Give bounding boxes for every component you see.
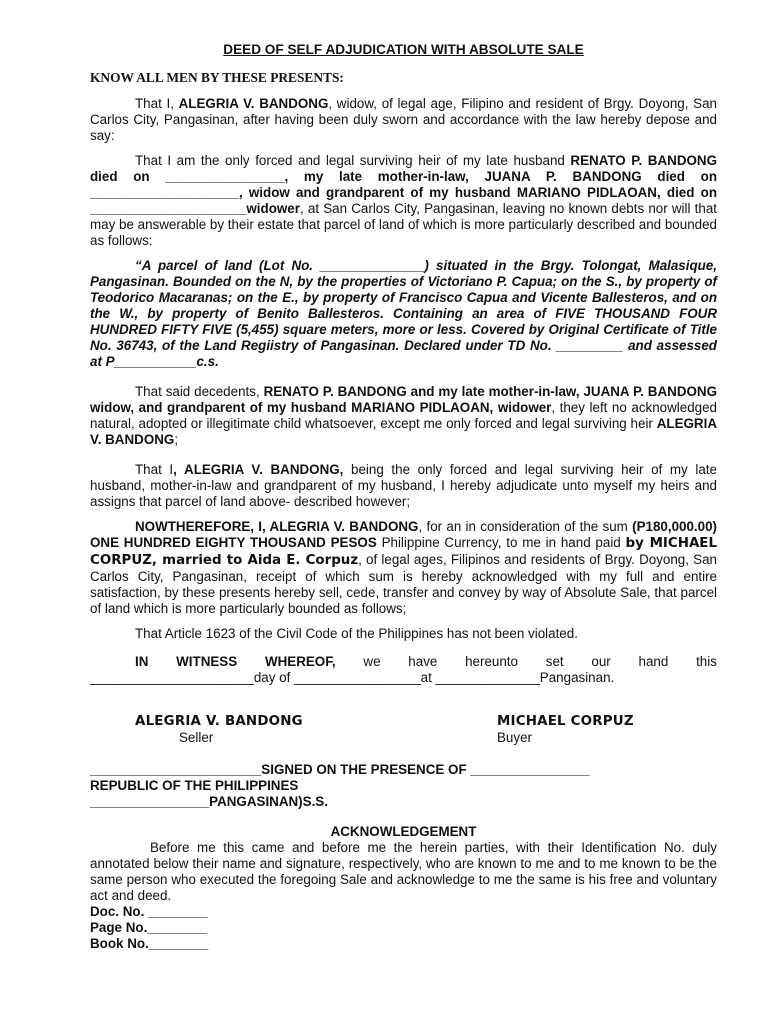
paragraph-no-heirs (90, 384, 717, 448)
seller-name: ALEGRIA V. BANDONG (135, 714, 303, 729)
witness-word: WHEREOF, (264, 654, 336, 669)
republic-heading: REPUBLIC OF THE PHILIPPINES (90, 778, 299, 793)
page-number-field: Page No.________ (90, 920, 207, 935)
text-run: That I am the only forced and legal surviving heir of my late husband (135, 153, 571, 168)
seller-role: Seller (179, 730, 214, 745)
opening-clause: KNOW ALL MEN BY THESE PRESENTS: (90, 70, 344, 85)
text-run: , widow, of legal age, Filipino and resident of Brgy. Doyong, San Carlos City, Pangasinan, after having been duly sworn and accordance with the law hereby depose and say: (90, 96, 717, 143)
acknowledgement-body: Before me this came and before me the herein parties, with their Identification No. duly annotated below their name and signature, respectively, who are known to me and to me known to be the same person who executed the foregoing Sale and acknowledge to me the same is his free and voluntary act and deed. (90, 840, 717, 903)
text-run: , they left no acknowledged natural, adopted or illegitimate child whatsoever, except me only forced and legal surviving heir (90, 400, 717, 431)
witness-clause (90, 654, 717, 670)
witness-word: this (696, 654, 717, 669)
decedents-names: RENATO P. BANDONG died on ________________, my late mother-in-law, JUANA P. BANDONG died on ____________________, widow and grandparent of my husband MARIANO PIDLAOAN, died on _____________________widower (90, 153, 717, 216)
paragraph-heirship (90, 153, 717, 249)
text-run: That I (135, 462, 174, 477)
heir-name: , ALEGRIA V. BANDONG, (173, 462, 344, 477)
witness-word: WITNESS (176, 654, 238, 669)
signature-block (90, 714, 717, 748)
witness-word: hereunto (465, 654, 518, 669)
text-run: being the only forced and legal surviving heir of my late husband, mother-in-law and grandparent of my husband, I hereby adjudicate unto myself my heirs and assigns that parcel of land above- described however; (90, 462, 717, 509)
witness-word: set (545, 654, 564, 669)
paragraph-article-1623: That Article 1623 of the Civil Code of the Philippines has not been violated. (135, 626, 578, 641)
witness-date-line: ______________________day of _________________at ______________Pangasinan. (90, 670, 615, 685)
buyer-signature (497, 714, 634, 746)
text-run: ; (174, 432, 179, 447)
witness-word: hand (638, 654, 669, 669)
affiant-name: ALEGRIA V. BANDONG (178, 96, 329, 111)
book-number-field: Book No.________ (90, 936, 209, 951)
text-run: , at San Carlos City, Pangasinan, leaving no known debts nor will that may be answerable by their estate that parcel of land of which is more particularly described and bounded as follows: (90, 201, 717, 248)
witness-word: IN (135, 654, 149, 669)
signed-presence-line: _______________________SIGNED ON THE PRESENCE OF ________________ (90, 762, 590, 777)
paragraph-adjudication (90, 462, 717, 510)
seller-signature (135, 714, 303, 746)
text-run: Philippine Currency, to me in hand paid (376, 535, 626, 550)
property-description: “A parcel of land (Lot No. ______________) situated in the Brgy. Tolongat, Malasique, Pangasinan. Bounded on the N, by the properties of Victoriano P. Capua; on the S., by property of Teodorico Macaranas; on the E., by property of Francisco Capua and Vicente Ballesteros, and on the W., by property of Benito Ballesteros. Containing an area of FIVE THOUSAND FOUR HUNDRED FIFTY FIVE (5,455) square meters, more or less. Covered by Original Certificate of Title No. 36743, of the Land Regiistry of Pangasinan. Declared under TD No. _________ and assessed at P___________c.s. (90, 258, 717, 369)
text-run: , of legal ages, Filipinos and residents of Brgy. Doyong, San Carlos City, Pangasinan, receipt of which sum is hereby acknowledged with my full and entire satisfaction, by these presents hereby sell, cede, transfer and convey by way of Absolute Sale, that parcel of land which is more particularly bounded as follows; (90, 552, 717, 616)
deed-document (90, 42, 717, 952)
buyer-role: Buyer (497, 730, 532, 745)
paragraph-sale (90, 519, 717, 617)
doc-number-field: Doc. No. ________ (90, 904, 208, 919)
decedents-names: RENATO P. BANDONG and my late mother-in-law, JUANA P. BANDONG widow, and grandparent of my husband MARIANO PIDLAOAN, widower (90, 384, 717, 415)
seller-declaration: NOWTHEREFORE, I, ALEGRIA V. BANDONG (135, 519, 419, 534)
sale-amount: (P180,000.00) ONE HUNDRED EIGHTY THOUSAND PESOS (90, 519, 717, 550)
witness-word: we (363, 654, 381, 669)
witness-word: our (591, 654, 611, 669)
document-title: DEED OF SELF ADJUDICATION WITH ABSOLUTE SALE (223, 42, 584, 57)
witness-word: have (408, 654, 438, 669)
paragraph-affiant (90, 96, 717, 144)
text-run: That I, (135, 96, 179, 111)
buyer-name: by MICHAEL CORPUZ, married to Aida E. Corpuz (90, 536, 717, 568)
buyer-name: MICHAEL CORPUZ (497, 714, 634, 729)
acknowledgement-title: ACKNOWLEDGEMENT (330, 824, 477, 839)
text-run: That said decedents, (135, 384, 264, 399)
venue-line: ________________PANGASINAN)S.S. (90, 794, 328, 809)
text-run: , for an in consideration of the sum (418, 519, 633, 534)
heir-name: ALEGRIA V. BANDONG (90, 416, 717, 447)
